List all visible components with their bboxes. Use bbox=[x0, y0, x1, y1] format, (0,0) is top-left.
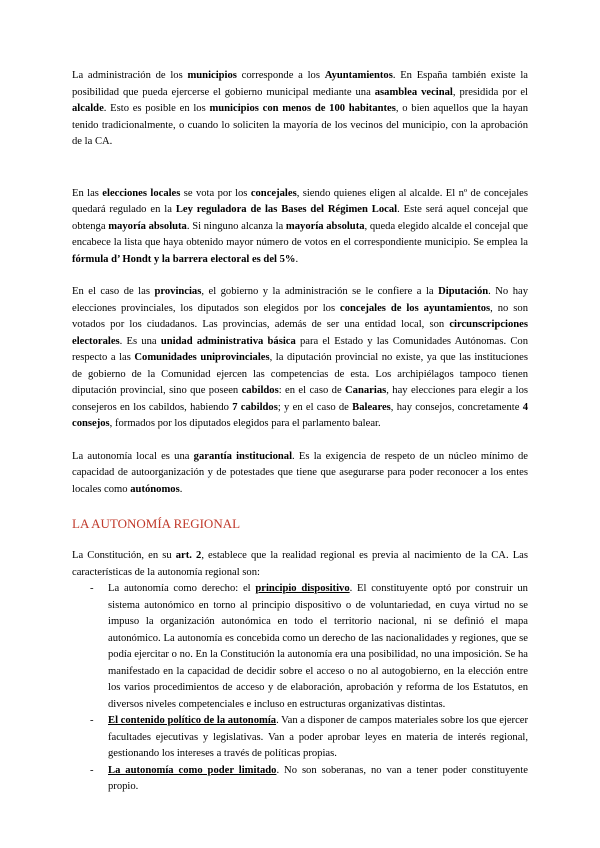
bold-term: municipios con menos de 100 habitantes bbox=[209, 103, 396, 114]
text: . Van a disponer de campos materiales sobre los que ejercer facultades ejecutivas y legislativas. Van a poder aprobar leyes en materia de interés regional, gestionando los intereses a través de políticas propias. bbox=[108, 715, 528, 759]
text: . Es una bbox=[119, 335, 161, 347]
text: . No hay elecciones provinciales, los diputados son elegidos por los bbox=[72, 286, 529, 314]
text: , establece que la realidad regional es previa al nacimiento de la CA. Las características de la autonomía regional son: bbox=[72, 550, 528, 578]
paragraph-municipios bbox=[72, 68, 528, 151]
text: , no son votados por los ciudadanos. Las provincias, además de ser una entidad local, son bbox=[72, 302, 528, 330]
bold-term: elecciones locales bbox=[102, 187, 181, 199]
text: , la diputación provincial no existe, ya que las instituciones de gobierno de la Comunidad ejercen las competencias de esta. Los archipiélagos tampoco tienen diputación provincial, sino que poseen bbox=[72, 352, 528, 396]
text: . bbox=[179, 483, 183, 495]
bold-term: Diputación bbox=[438, 286, 489, 297]
text: . bbox=[295, 253, 299, 265]
underlined-term: El contenido político de la autonomía bbox=[108, 715, 277, 726]
bold-term: Comunidades uniprovinciales bbox=[134, 352, 270, 363]
bold-term: Canarias bbox=[345, 385, 387, 396]
bold-term: Ayuntamientos bbox=[324, 70, 393, 81]
bold-term: provincias bbox=[154, 286, 202, 297]
text: ; y en el caso de bbox=[277, 401, 353, 413]
text: para el Estado y las Comunidades Autónomas. Con respecto a las bbox=[72, 335, 529, 363]
text: , o bien aquellos que la hayan tenido tradicionalmente, o cuando lo soliciten la mayoría de los vecinos del municipio, con la aprobación de la CA. bbox=[72, 103, 528, 147]
text: , hay consejos, concretamente bbox=[390, 401, 523, 413]
bold-term: 7 cabildos bbox=[232, 401, 278, 413]
text: . Si ninguno alcanza la bbox=[186, 220, 286, 232]
text: , el gobierno y la administración se le confiere a la bbox=[201, 286, 439, 297]
text: En el caso de las bbox=[72, 286, 155, 297]
bold-term: garantía institucional bbox=[193, 450, 293, 462]
dash-bullet: - bbox=[90, 583, 94, 594]
text: . El constituyente optó por construir un sistema autonómico en torno al principio dispositivo o de voluntariedad, en cuya virtud no se impuso la organización autonómica en todo el territorio nacional, ni se definió el mapa autonómico. La autonomía es concebida como un derecho de las nacionalidades y regiones, que se podía ejercitar o no. En la Constitución la autonomía era una posibilidad, no una imposición. Se ha manifestado en la capacidad de decidir sobre el acceso o no al autogobierno, en la elección entre los varios procedimientos de acceso y de elaboración, aprobación y reforma de los Estatutos, en diversos niveles competenciales e incluso en estructuras organizativas distintas. bbox=[108, 583, 528, 710]
bold-term: mayoría absoluta bbox=[108, 220, 187, 232]
paragraph-provincias bbox=[72, 284, 528, 433]
text: En las bbox=[72, 187, 103, 199]
text: La autonomía local es una bbox=[72, 450, 194, 462]
text: , formados por los diputados elegidos para el parlamento balear. bbox=[109, 418, 381, 429]
bold-term: Ley reguladora de las Bases del Régimen Local bbox=[175, 204, 398, 215]
text: , presidida por el bbox=[452, 86, 528, 98]
bold-term: 4 consejos bbox=[72, 401, 528, 429]
bold-term: unidad administrativa básica bbox=[160, 335, 296, 347]
section-heading: LA AUTONOMÍA REGIONAL bbox=[72, 516, 241, 531]
paragraph-elecciones-locales bbox=[72, 186, 528, 269]
text: . No son soberanas, no van a tener poder constituyente propio. bbox=[108, 764, 529, 792]
text: : en el caso de bbox=[278, 385, 346, 396]
bold-term: autónomos bbox=[130, 483, 180, 495]
bold-term: alcalde bbox=[72, 103, 104, 114]
paragraph-constitucion bbox=[72, 548, 528, 581]
text: . Esto es posible en los bbox=[103, 103, 210, 114]
bold-term: art. 2 bbox=[175, 550, 202, 561]
text: La Constitución, en su bbox=[72, 550, 176, 561]
bold-term: cabildos bbox=[241, 385, 279, 396]
text: corresponde a los bbox=[236, 70, 325, 81]
bold-term: fórmula d’ Hondt y la barrera electoral es del 5% bbox=[72, 253, 296, 265]
text: , queda elegido alcalde el concejal que encabece la lista que haya obtenido mayor número de votos en el correspondiente municipio. Se emplea la bbox=[72, 220, 529, 248]
bold-term: concejales de los ayuntamientos bbox=[340, 302, 491, 314]
bold-term: Baleares bbox=[352, 401, 391, 413]
text: . En España también existe la posibilidad que pueda ejercerse el gobierno municipal mediante una bbox=[72, 70, 529, 98]
dash-bullet: - bbox=[90, 715, 94, 726]
list-item bbox=[72, 713, 528, 763]
underlined-term: principio dispositivo bbox=[255, 583, 350, 594]
text: La autonomía como derecho: el bbox=[108, 583, 256, 594]
text: . Es la exigencia de respeto de un núcleo mínimo de capacidad de autoorganización y de potestades que tiene que asegurarse para poder reconocer a los entes locales como bbox=[72, 450, 528, 495]
text: La administración de los bbox=[72, 70, 188, 81]
characteristics-list bbox=[72, 581, 528, 796]
dash-bullet: - bbox=[90, 764, 94, 776]
list-item bbox=[72, 763, 528, 796]
paragraph-autonomia-local bbox=[72, 449, 528, 499]
bold-term: circunscripciones electorales bbox=[72, 319, 528, 347]
text: . Este será aquel concejal que obtenga bbox=[72, 204, 529, 232]
text: , hay elecciones para elegir a los consejeros en los cabildos, habiendo bbox=[72, 385, 528, 413]
bold-term: concejales bbox=[250, 187, 297, 199]
list-item bbox=[72, 581, 528, 713]
underlined-term: La autonomía como poder limitado bbox=[108, 764, 277, 776]
bold-term: municipios bbox=[187, 70, 237, 81]
bold-term: asamblea vecinal bbox=[374, 86, 453, 98]
bold-term: mayoría absoluta bbox=[285, 220, 365, 232]
text: , siendo quienes eligen al alcalde. El nº de concejales quedará regulado en la bbox=[72, 187, 529, 215]
document-page bbox=[72, 64, 528, 796]
text: se vota por los bbox=[180, 187, 251, 199]
